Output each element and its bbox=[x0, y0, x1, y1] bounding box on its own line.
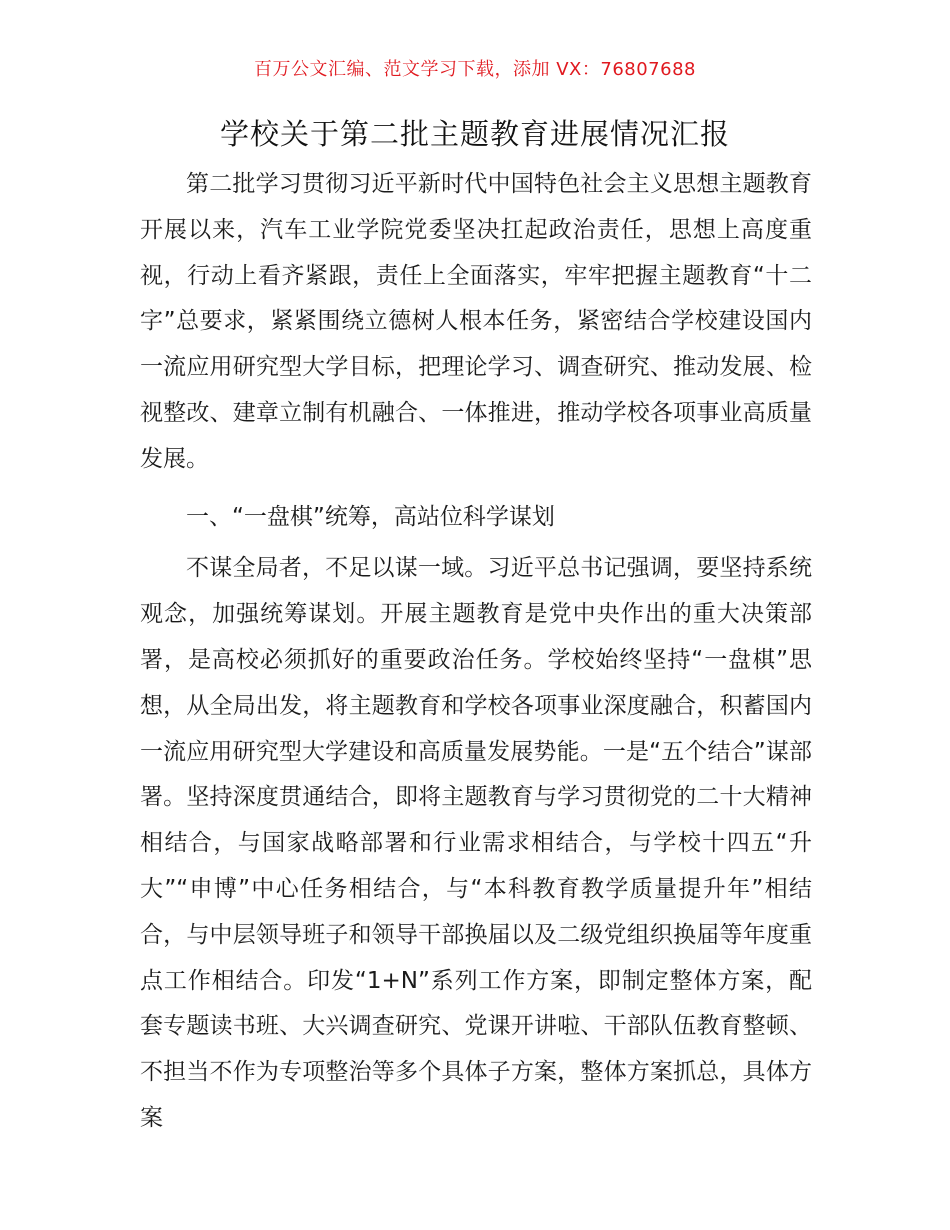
watermark-text: 百万公文汇编、范文学习下载，添加 VX：76807688 bbox=[254, 59, 696, 80]
body-paragraph: 不谋全局者，不足以谋一域。习近平总书记强调，要坚持系统观念，加强统筹谋划。开展主题教育是党中央作出的重大决策部署，是高校必须抓好的重要政治任务。学校始终坚持“一盘棋”思想，从全局出发，将主题教育和学校各项事业深度融合，积蓄国内一流应用研究型大学建设和高质量发展势能。一是“五个结合”谋部署。坚持深度贯通结合，即将主题教育与学习贯彻党的二十大精神相结合，与国家战略部署和行业需求相结合，与学校十四五“升大”“申博”中心任务相结合，与“本科教育教学质量提升年”相结合，与中层领导班子和领导干部换届以及二级党组织换届等年度重点工作相结合。印发“1+N”系列工作方案，即制定整体方案，配套专题读书班、大兴调查研究、党课开讲啦、干部队伍教育整顿、不担当不作为专项整治等多个具体子方案，整体方案抓总，具体方案 bbox=[140, 555, 812, 1131]
document-body bbox=[140, 162, 812, 1142]
intro-paragraph: 第二批学习贯彻习近平新时代中国特色社会主义思想主题教育开展以来，汽车工业学院党委坚决扛起政治责任，思想上高度重视，行动上看齐紧跟，责任上全面落实，牢牢把握主题教育“十二字”总要求，紧紧围绕立德树人根本任务，紧密结合学校建设国内一流应用研究型大学目标，把理论学习、调查研究、推动发展、检视整改、建章立制有机融合、一体推进，推动学校各项事业高质量发展。 bbox=[140, 171, 812, 472]
document-title: 学校关于第二批主题教育进展情况汇报 bbox=[219, 117, 730, 151]
section-heading: 一、“一盘棋”统筹，高站位科学谋划 bbox=[186, 503, 555, 530]
